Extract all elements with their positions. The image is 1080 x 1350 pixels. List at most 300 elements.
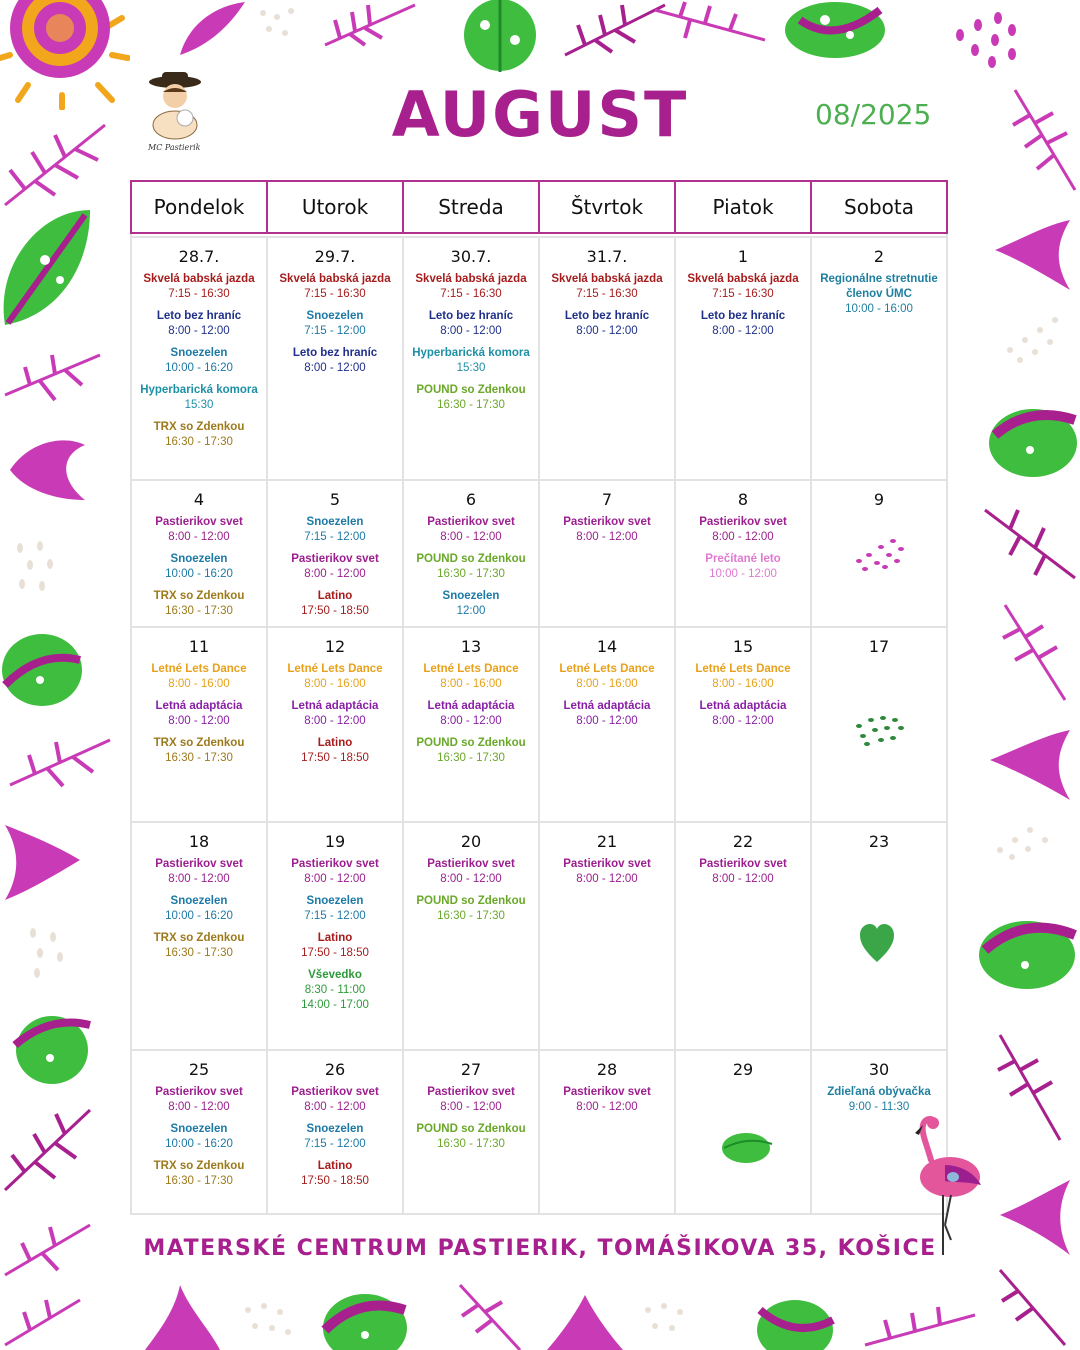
event-name: Snoezelen — [170, 895, 228, 907]
event-item — [134, 699, 264, 729]
event-time: 8:00 - 12:00 — [440, 325, 502, 337]
event-time: 8:00 - 12:00 — [712, 325, 774, 337]
weekday-header: Utorok — [267, 181, 403, 233]
day-number: 12 — [324, 637, 346, 656]
event-name: Regionálne stretnutie členov ÚMC — [820, 273, 938, 300]
monstera-leaf-icon — [975, 915, 1080, 995]
day-number: 20 — [460, 832, 482, 851]
event-time: 17:50 - 18:50 — [301, 752, 369, 764]
event-name: Pastierikov svet — [427, 858, 515, 870]
event-time: 8:00 - 12:00 — [440, 1101, 502, 1113]
day-number: 29.7. — [314, 247, 356, 266]
event-name: Skvelá babská jazda — [279, 273, 391, 285]
event-item — [134, 383, 264, 413]
week-row — [131, 822, 947, 1050]
fern-leaf-icon — [860, 1295, 980, 1350]
event-item — [814, 272, 944, 317]
event-name: Leto bez hraníc — [564, 310, 650, 322]
event-name: Hyperbarická komora — [412, 347, 530, 359]
day-cell — [539, 627, 675, 822]
event-name: Letné Lets Dance — [695, 663, 791, 675]
day-number: 23 — [868, 832, 890, 851]
event-name: Letná adaptácia — [699, 700, 787, 712]
event-name: Leto bez hraníc — [292, 347, 378, 359]
monstera-leaf-icon — [0, 205, 95, 335]
event-time: 8:00 - 12:00 — [168, 1101, 230, 1113]
event-item — [406, 272, 536, 302]
event-item — [270, 662, 400, 692]
event-time: 9:00 - 11:30 — [848, 1101, 910, 1113]
event-item — [270, 931, 400, 961]
event-item — [270, 699, 400, 729]
event-time: 17:50 - 18:50 — [301, 947, 369, 959]
event-name: Leto bez hraníc — [428, 310, 514, 322]
event-time: 16:30 - 17:30 — [165, 1175, 233, 1187]
day-cell — [539, 237, 675, 480]
event-item — [134, 589, 264, 619]
month-title: AUGUST — [391, 78, 689, 151]
dots-pattern-icon — [640, 1300, 700, 1345]
week-row — [131, 480, 947, 627]
event-item — [270, 1122, 400, 1152]
day-cell — [539, 480, 675, 627]
event-time: 8:00 - 12:00 — [168, 325, 230, 337]
day-number: 6 — [465, 490, 477, 509]
event-time: 8:00 - 12:00 — [576, 531, 638, 543]
fern-leaf-icon — [980, 500, 1080, 585]
event-item — [542, 1085, 672, 1115]
event-item — [134, 1085, 264, 1115]
day-number: 11 — [188, 637, 210, 656]
fern-leaf-icon — [0, 345, 105, 415]
day-number: 8 — [737, 490, 749, 509]
event-time: 8:00 - 12:00 — [576, 715, 638, 727]
event-name: Letné Lets Dance — [423, 663, 519, 675]
event-item — [270, 515, 400, 545]
event-item — [406, 309, 536, 339]
day-cell — [675, 480, 811, 627]
day-cell — [131, 1050, 267, 1214]
event-name: Letná adaptácia — [563, 700, 651, 712]
event-time: 10:00 - 16:00 — [845, 303, 913, 315]
event-name: Zdieľaná obývačka — [827, 1086, 931, 1098]
event-name: Snoezelen — [306, 516, 364, 528]
day-number: 25 — [188, 1060, 210, 1079]
event-name: TRX so Zdenkou — [153, 932, 245, 944]
event-name: Pastierikov svet — [155, 516, 243, 528]
palm-leaf-icon — [0, 815, 85, 905]
day-cell — [403, 480, 539, 627]
event-item — [270, 552, 400, 582]
event-time: 7:15 - 16:30 — [168, 288, 230, 300]
week-row — [131, 1050, 947, 1214]
day-cell — [675, 627, 811, 822]
event-time: 8:00 - 12:00 — [440, 531, 502, 543]
logo-caption: MC Pastierik — [148, 143, 201, 152]
event-name: TRX so Zdenkou — [153, 421, 245, 433]
event-time: 10:00 - 16:20 — [165, 1138, 233, 1150]
dots-pattern-icon — [255, 5, 305, 45]
event-item — [542, 662, 672, 692]
day-cell — [403, 237, 539, 480]
day-cell — [675, 822, 811, 1050]
palm-leaf-icon — [170, 0, 250, 60]
event-time: 7:15 - 12:00 — [304, 325, 366, 337]
event-item — [134, 931, 264, 961]
event-time: 16:30 - 17:30 — [437, 399, 505, 411]
event-item — [406, 894, 536, 924]
event-time: 15:30 — [184, 399, 214, 411]
dots-pattern-icon — [990, 815, 1060, 865]
event-name: Latino — [317, 737, 353, 749]
event-name: Skvelá babská jazda — [551, 273, 663, 285]
event-item — [134, 857, 264, 887]
event-item — [678, 699, 808, 729]
event-time: 8:00 - 12:00 — [304, 1101, 366, 1113]
weekday-header: Piatok — [675, 181, 811, 233]
fern-leaf-icon — [0, 1100, 95, 1200]
day-cell — [131, 480, 267, 627]
event-time: 8:00 - 12:00 — [576, 1101, 638, 1113]
event-item — [270, 346, 400, 376]
event-time: 8:00 - 12:00 — [440, 873, 502, 885]
event-name: Pastierikov svet — [563, 858, 651, 870]
event-time: 8:00 - 12:00 — [576, 325, 638, 337]
event-name: Letné Lets Dance — [151, 663, 247, 675]
event-time: 17:50 - 18:50 — [301, 605, 369, 617]
event-item — [134, 272, 264, 302]
event-time: 8:00 - 16:00 — [712, 678, 774, 690]
event-name: TRX so Zdenkou — [153, 737, 245, 749]
event-item — [134, 552, 264, 582]
event-item — [134, 1122, 264, 1152]
event-time: 8:00 - 12:00 — [304, 715, 366, 727]
monstera-leaf-icon — [320, 1290, 410, 1350]
day-number: 4 — [193, 490, 205, 509]
event-name: Pastierikov svet — [291, 553, 379, 565]
day-cell — [131, 822, 267, 1050]
event-name: Leto bez hraníc — [700, 310, 786, 322]
event-item — [406, 736, 536, 766]
week-row — [131, 627, 947, 822]
event-item — [406, 1085, 536, 1115]
event-item — [134, 894, 264, 924]
day-number: 13 — [460, 637, 482, 656]
event-name: Latino — [317, 590, 353, 602]
event-name: Skvelá babská jazda — [687, 273, 799, 285]
monstera-leaf-icon — [780, 0, 890, 65]
event-time: 10:00 - 16:20 — [165, 568, 233, 580]
event-item — [678, 515, 808, 545]
event-item — [134, 346, 264, 376]
event-item — [270, 894, 400, 924]
palm-leaf-icon — [990, 210, 1075, 295]
fern-leaf-icon — [990, 1030, 1070, 1145]
day-number: 18 — [188, 832, 210, 851]
fern-leaf-icon — [995, 600, 1075, 705]
day-number: 5 — [329, 490, 341, 509]
event-name: Latino — [317, 932, 353, 944]
day-number: 19 — [324, 832, 346, 851]
palm-leaf-icon — [5, 430, 90, 505]
event-name: Pastierikov svet — [699, 858, 787, 870]
date-code: 08/2025 — [815, 98, 932, 131]
event-item — [678, 662, 808, 692]
heart-icon — [858, 922, 896, 964]
event-time: 8:00 - 16:00 — [576, 678, 638, 690]
event-name: Pastierikov svet — [699, 516, 787, 528]
fern-leaf-icon — [990, 1265, 1075, 1350]
dots-pattern-icon — [12, 540, 62, 600]
event-item — [542, 857, 672, 887]
event-time: 8:00 - 12:00 — [440, 715, 502, 727]
day-number: 26 — [324, 1060, 346, 1079]
event-item — [134, 309, 264, 339]
day-number: 30.7. — [450, 247, 492, 266]
event-item — [814, 1085, 944, 1115]
day-number: 22 — [732, 832, 754, 851]
event-name: Snoezelen — [170, 1123, 228, 1135]
event-name: Vševedko — [308, 969, 362, 981]
monstera-leaf-icon — [10, 1010, 95, 1090]
event-time: 8:00 - 12:00 — [576, 873, 638, 885]
event-item — [270, 272, 400, 302]
event-name: Letná adaptácia — [155, 700, 243, 712]
palm-leaf-icon — [985, 720, 1075, 805]
event-name: POUND so Zdenkou — [416, 384, 526, 396]
event-name: Pastierikov svet — [155, 858, 243, 870]
event-time: 16:30 - 17:30 — [437, 568, 505, 580]
day-number: 17 — [868, 637, 890, 656]
event-time: 8:00 - 12:00 — [304, 362, 366, 374]
event-time: 12:00 — [456, 605, 486, 617]
event-item — [678, 272, 808, 302]
footer-address: MATERSKÉ CENTRUM PASTIERIK, TOMÁŠIKOVA 35, KOŠICE — [143, 1236, 937, 1261]
event-time: 7:15 - 16:30 — [576, 288, 638, 300]
event-item — [270, 857, 400, 887]
dots-pattern-icon — [240, 1300, 300, 1345]
day-cell — [403, 822, 539, 1050]
weekday-header: Sobota — [811, 181, 947, 233]
event-name: POUND so Zdenkou — [416, 737, 526, 749]
monstera-leaf-icon — [985, 405, 1080, 480]
event-time: 16:30 - 17:30 — [165, 436, 233, 448]
week-row — [131, 237, 947, 480]
event-item — [270, 736, 400, 766]
day-cell — [131, 627, 267, 822]
event-item — [542, 515, 672, 545]
event-time: 10:00 - 16:20 — [165, 362, 233, 374]
weekday-header: Streda — [403, 181, 539, 233]
event-time: 8:00 - 16:00 — [304, 678, 366, 690]
palm-leaf-icon — [545, 1290, 625, 1350]
event-item — [270, 968, 400, 1013]
event-item — [542, 272, 672, 302]
event-time: 16:30 - 17:30 — [437, 910, 505, 922]
fern-leaf-icon — [0, 1290, 85, 1350]
event-item — [678, 309, 808, 339]
day-cell — [267, 480, 403, 627]
event-time: 14:00 - 17:00 — [301, 999, 369, 1011]
event-name: Skvelá babská jazda — [415, 273, 527, 285]
day-number: 9 — [873, 490, 885, 509]
event-time: 7:15 - 16:30 — [440, 288, 502, 300]
event-time: 8:00 - 12:00 — [712, 531, 774, 543]
event-time: 7:15 - 16:30 — [304, 288, 366, 300]
day-number: 27 — [460, 1060, 482, 1079]
day-number: 2 — [873, 247, 885, 266]
event-name: Latino — [317, 1160, 353, 1172]
day-cell — [811, 237, 947, 480]
day-cell — [539, 1050, 675, 1214]
event-name: Snoezelen — [170, 553, 228, 565]
day-number: 29 — [732, 1060, 754, 1079]
event-time: 7:15 - 16:30 — [712, 288, 774, 300]
event-name: Pastierikov svet — [427, 1086, 515, 1098]
weekday-header: Pondelok — [131, 181, 267, 233]
day-cell — [675, 237, 811, 480]
day-number: 1 — [737, 247, 749, 266]
event-time: 8:00 - 12:00 — [168, 531, 230, 543]
day-cell — [267, 822, 403, 1050]
fern-leaf-icon — [450, 1280, 530, 1350]
event-time: 8:00 - 12:00 — [304, 568, 366, 580]
event-name: Snoezelen — [306, 1123, 364, 1135]
dots-pattern-icon — [853, 535, 908, 575]
event-time: 7:15 - 12:00 — [304, 531, 366, 543]
day-number: 31.7. — [586, 247, 628, 266]
day-cell — [403, 627, 539, 822]
event-name: Pastierikov svet — [427, 516, 515, 528]
dots-pattern-icon — [950, 10, 1030, 70]
event-name: Hyperbarická komora — [140, 384, 258, 396]
event-item — [406, 589, 536, 619]
event-item — [406, 699, 536, 729]
event-item — [542, 699, 672, 729]
event-name: TRX so Zdenkou — [153, 1160, 245, 1172]
event-item — [134, 420, 264, 450]
calendar-table — [130, 180, 948, 1215]
event-time: 10:00 - 16:20 — [165, 910, 233, 922]
event-name: Letné Lets Dance — [559, 663, 655, 675]
event-time: 8:00 - 16:00 — [440, 678, 502, 690]
event-item — [406, 515, 536, 545]
event-item — [406, 383, 536, 413]
weekday-header: Štvrtok — [539, 181, 675, 233]
event-item — [270, 1085, 400, 1115]
event-time: 16:30 - 17:30 — [165, 752, 233, 764]
event-name: Letné Lets Dance — [287, 663, 383, 675]
day-number: 21 — [596, 832, 618, 851]
event-item — [406, 346, 536, 376]
day-cell — [267, 1050, 403, 1214]
event-item — [134, 515, 264, 545]
event-name: Skvelá babská jazda — [143, 273, 255, 285]
event-name: Snoezelen — [306, 310, 364, 322]
event-item — [678, 857, 808, 887]
day-number: 30 — [868, 1060, 890, 1079]
weekday-header-row — [131, 181, 947, 233]
event-time: 10:00 - 12:00 — [709, 568, 777, 580]
event-item — [270, 309, 400, 339]
dots-pattern-icon — [25, 925, 75, 985]
event-name: Prečítané leto — [705, 553, 781, 565]
event-item — [406, 857, 536, 887]
day-number: 14 — [596, 637, 618, 656]
day-number: 28 — [596, 1060, 618, 1079]
monstera-leaf-icon — [460, 0, 540, 75]
calendar-body — [131, 237, 947, 1214]
event-time: 16:30 - 17:30 — [165, 947, 233, 959]
fern-leaf-icon — [650, 0, 770, 50]
event-name: Snoezelen — [306, 895, 364, 907]
day-number: 15 — [732, 637, 754, 656]
dots-pattern-icon — [1000, 310, 1070, 370]
event-time: 8:30 - 11:00 — [304, 984, 366, 996]
event-time: 15:30 — [456, 362, 486, 374]
event-time: 8:00 - 12:00 — [168, 715, 230, 727]
day-cell — [539, 822, 675, 1050]
event-time: 16:30 - 17:30 — [437, 752, 505, 764]
monstera-leaf-icon — [0, 630, 85, 710]
day-number: 28.7. — [178, 247, 220, 266]
event-name: Pastierikov svet — [291, 1086, 379, 1098]
event-name: Pastierikov svet — [563, 516, 651, 528]
event-item — [270, 589, 400, 619]
event-time: 8:00 - 12:00 — [712, 715, 774, 727]
day-cell — [131, 237, 267, 480]
event-name: Pastierikov svet — [155, 1086, 243, 1098]
event-item — [406, 1122, 536, 1152]
event-item — [134, 736, 264, 766]
monstera-leaf-icon — [720, 1130, 775, 1165]
event-time: 17:50 - 18:50 — [301, 1175, 369, 1187]
day-cell — [403, 1050, 539, 1214]
event-name: Pastierikov svet — [291, 858, 379, 870]
event-name: Snoezelen — [170, 347, 228, 359]
event-item — [270, 1159, 400, 1189]
event-item — [134, 662, 264, 692]
event-item — [406, 662, 536, 692]
event-time: 7:15 - 12:00 — [304, 910, 366, 922]
event-name: POUND so Zdenkou — [416, 1123, 526, 1135]
event-name: Pastierikov svet — [563, 1086, 651, 1098]
monstera-leaf-icon — [755, 1295, 835, 1350]
day-number: 7 — [601, 490, 613, 509]
fern-leaf-icon — [5, 730, 115, 795]
event-item — [678, 552, 808, 582]
event-time: 16:30 - 17:30 — [437, 1138, 505, 1150]
event-item — [406, 552, 536, 582]
event-name: Letná adaptácia — [291, 700, 379, 712]
event-name: Snoezelen — [442, 590, 500, 602]
fern-leaf-icon — [320, 0, 420, 50]
day-cell — [267, 237, 403, 480]
event-item — [542, 309, 672, 339]
event-name: POUND so Zdenkou — [416, 895, 526, 907]
event-name: POUND so Zdenkou — [416, 553, 526, 565]
palm-leaf-icon — [140, 1280, 225, 1350]
dots-pattern-icon — [853, 712, 908, 750]
event-time: 16:30 - 17:30 — [165, 605, 233, 617]
event-time: 8:00 - 12:00 — [304, 873, 366, 885]
day-cell — [267, 627, 403, 822]
event-item — [134, 1159, 264, 1189]
event-time: 8:00 - 12:00 — [712, 873, 774, 885]
event-name: TRX so Zdenkou — [153, 590, 245, 602]
event-time: 7:15 - 12:00 — [304, 1138, 366, 1150]
event-time: 8:00 - 12:00 — [168, 873, 230, 885]
